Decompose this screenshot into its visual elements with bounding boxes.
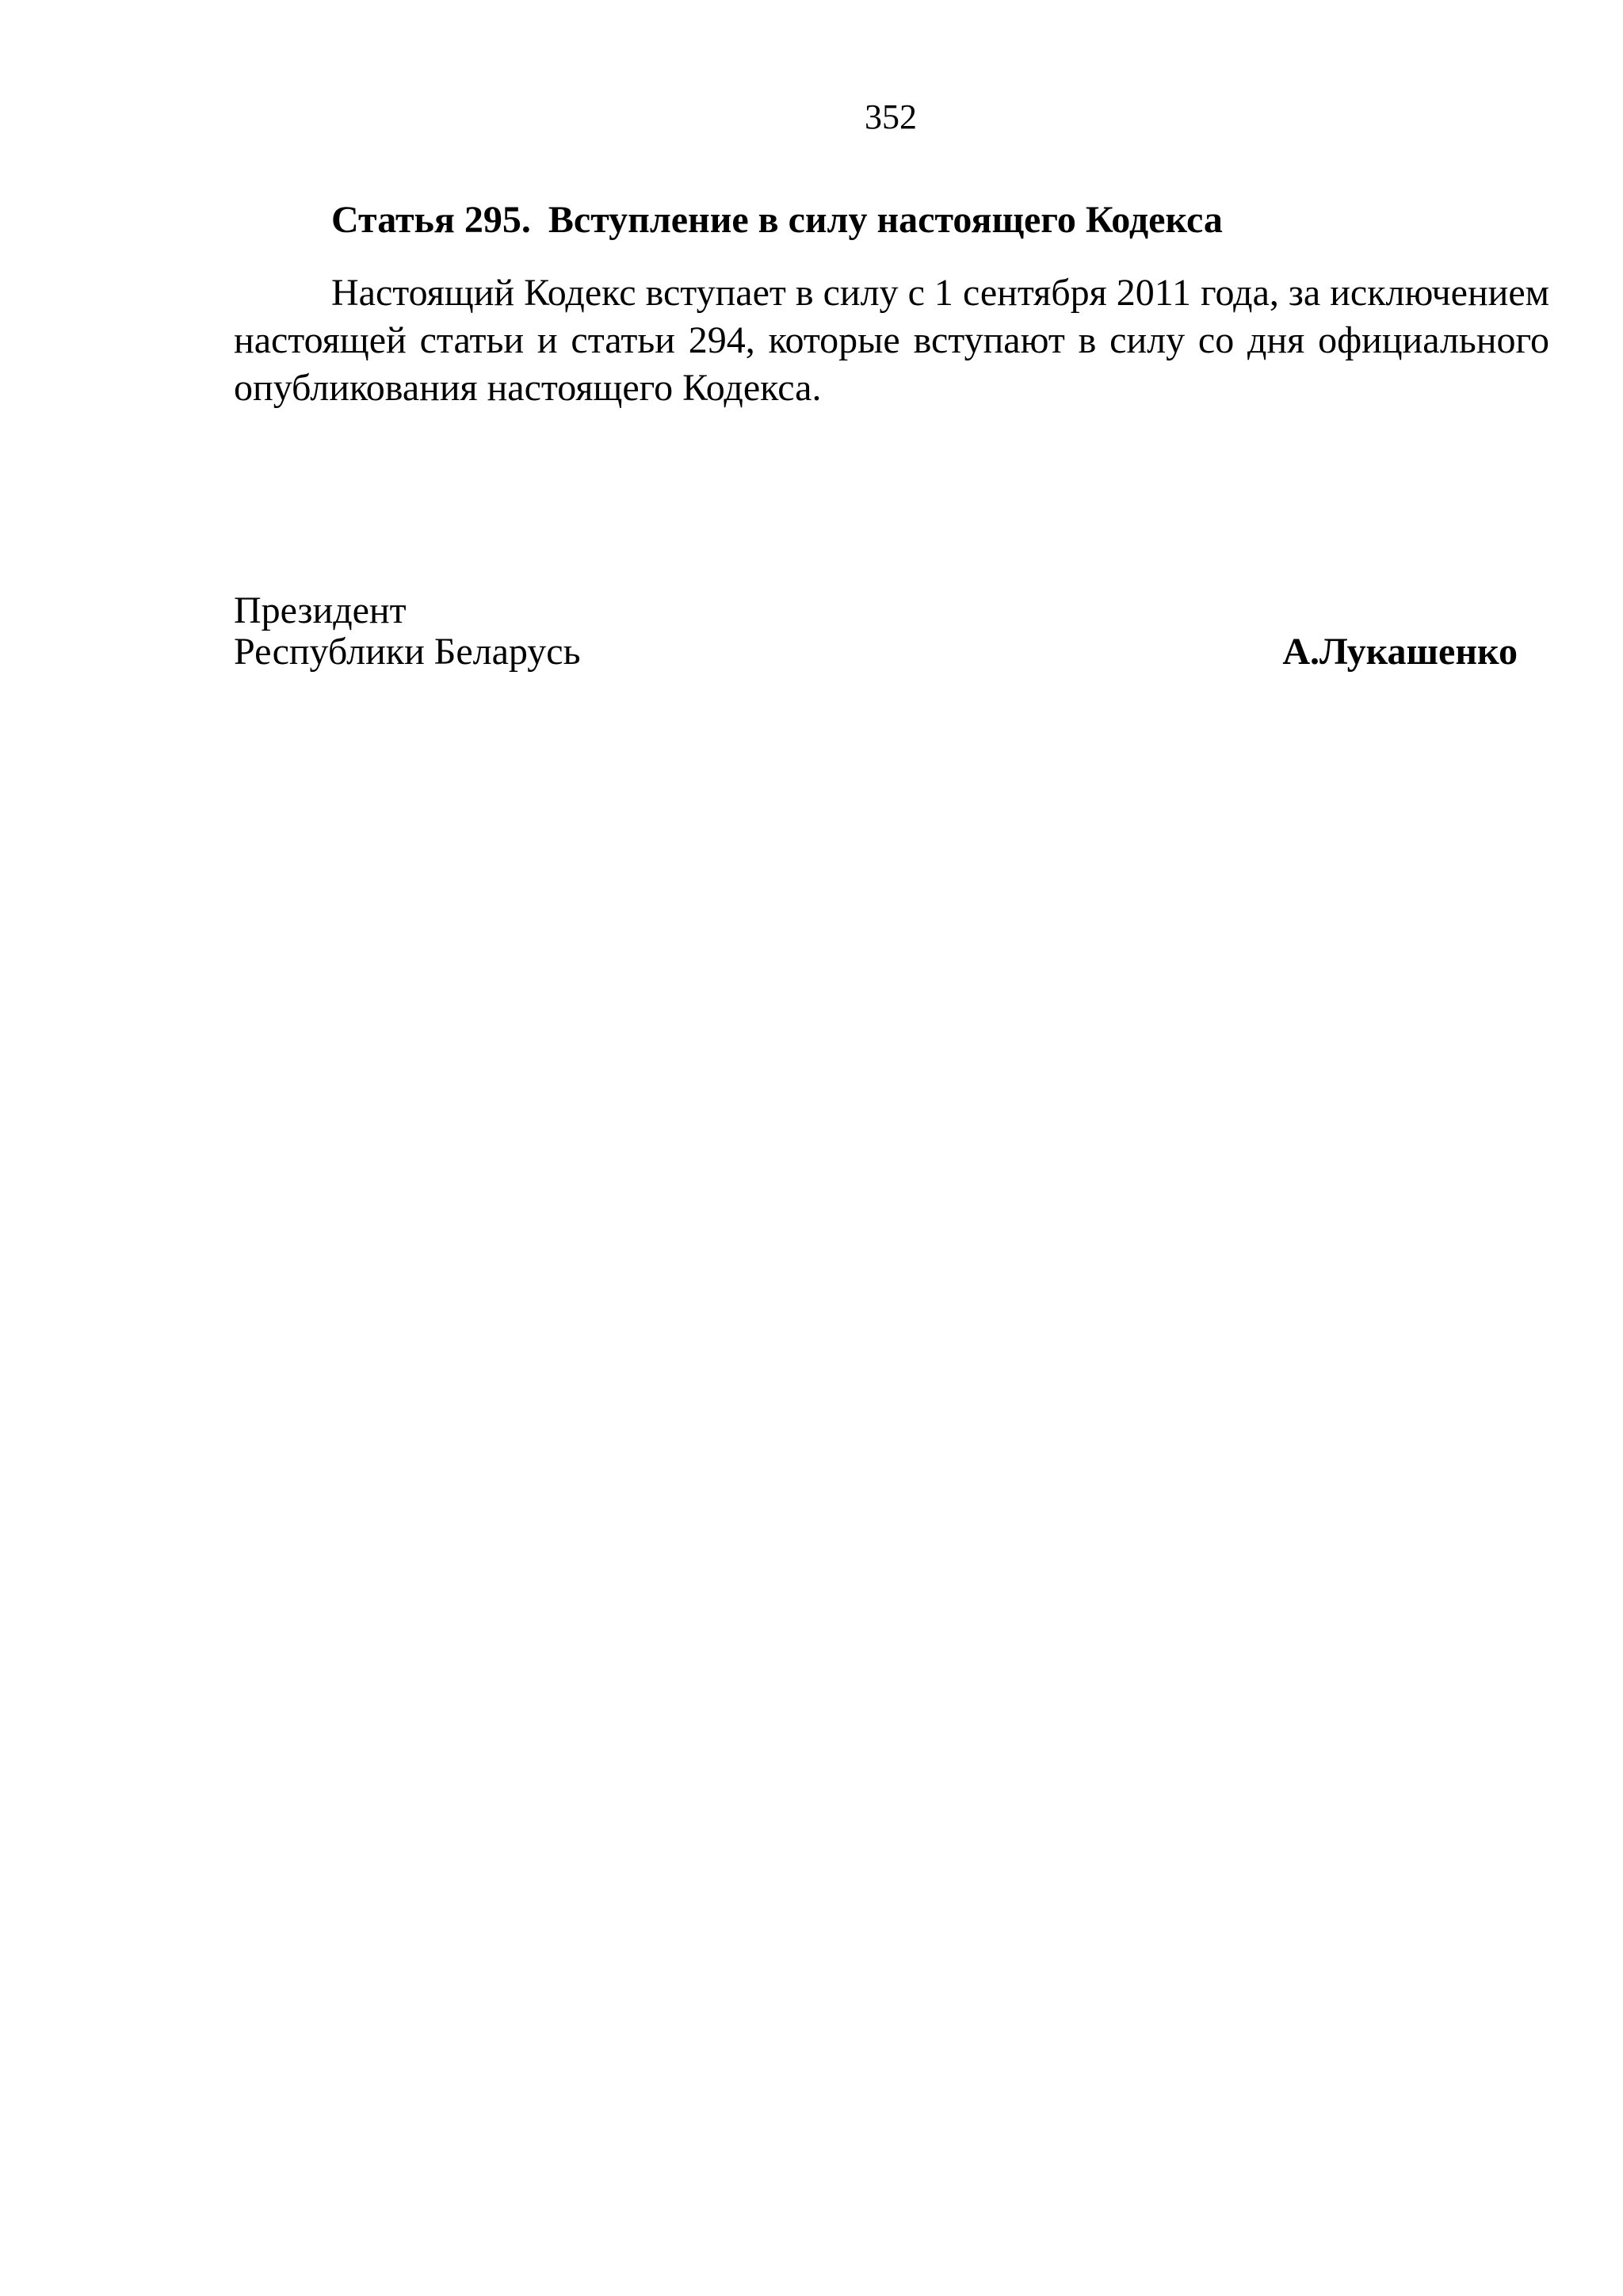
- signatory-position-line2: Республики Беларусь: [234, 631, 581, 673]
- article-title: Вступление в силу настоящего Кодекса: [548, 199, 1223, 241]
- signature-row: [234, 631, 1518, 673]
- article-heading: [331, 195, 1223, 246]
- article-text: Настоящий Кодекс вступает в силу с 1 сентября 2011 года, за исключением настоящей статьи и статьи 294, которые вступают в силу со дня официального опубликования настоящего Кодекса.: [234, 272, 1549, 409]
- signatory-name: А.Лукашенко: [1282, 631, 1518, 673]
- article-number: Статья 295.: [331, 199, 531, 241]
- signature-block: [234, 590, 1518, 673]
- page-number: 352: [865, 97, 917, 136]
- signatory-position-line1: Президент: [234, 589, 407, 631]
